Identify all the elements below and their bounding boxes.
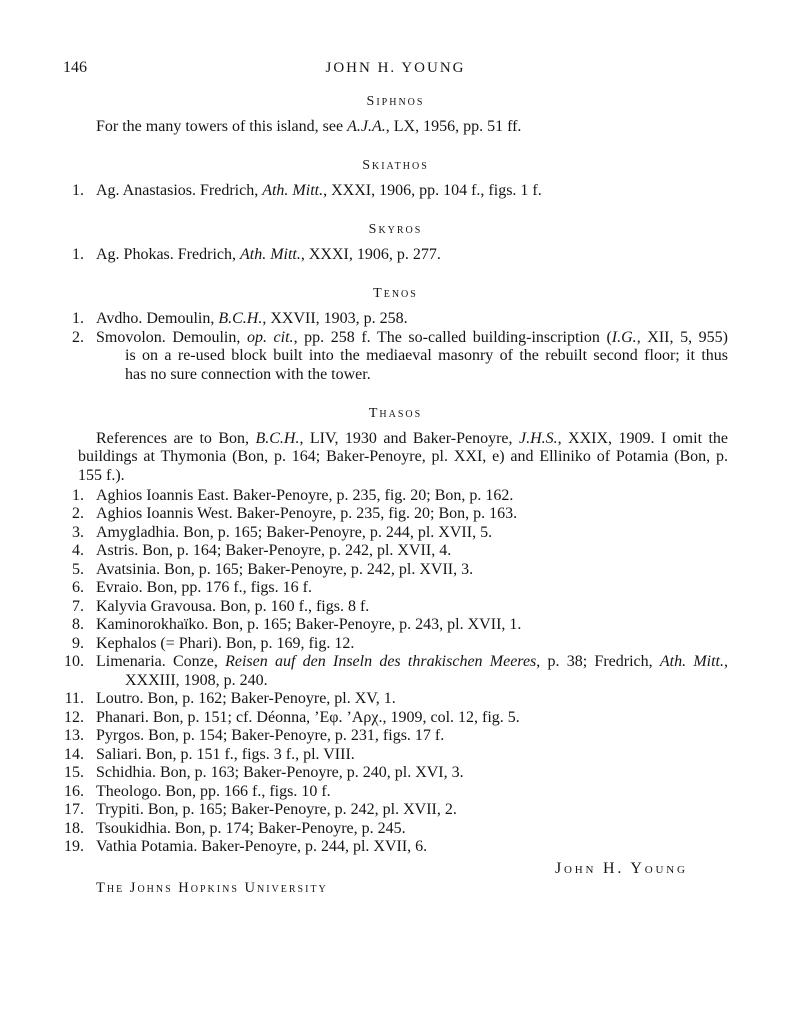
text-line — [0, 820, 728, 839]
text-run: Smovolon. Demoulin, — [96, 328, 247, 346]
entry-number: 19. — [64, 838, 84, 855]
list-item — [0, 709, 797, 728]
text-run: is on a re-used block built into the mediaeval masonry of the rebuilt second floor; it thus — [125, 347, 728, 364]
list-item — [0, 505, 797, 524]
text-line — [0, 310, 728, 329]
entry-number: 16. — [64, 782, 84, 800]
text-run: Ag. Anastasios. Fredrich, — [96, 182, 263, 199]
text-run: , XXXI, 1906, pp. 104 f., figs. 1 f. — [323, 182, 542, 199]
text-run: Evraio. Bon, pp. 176 f., figs. 16 f. — [96, 579, 312, 596]
text-line — [0, 246, 728, 265]
text-line — [0, 467, 728, 486]
section-skyros — [0, 221, 797, 265]
text-run: Trypiti. Bon, p. 165; Baker-Penoyre, p. 242, pl. XVII, 2. — [96, 801, 457, 818]
italic-citation: Ath. Mitt. — [262, 182, 324, 199]
text-line — [0, 746, 728, 765]
section-heading: Tenos — [373, 286, 418, 301]
italic-citation: op. cit. — [246, 328, 294, 346]
text-run: XXXIII, 1908, p. 240. — [125, 671, 268, 689]
text-line — [0, 430, 728, 449]
text-run: For the many towers of this island, see — [96, 118, 348, 135]
text-run: Aghios Ioannis East. Baker-Penoyre, p. 235, fig. 20; Bon, p. 162. — [96, 486, 514, 504]
section-heading: Siphnos — [366, 94, 425, 109]
running-title: JOHN H. YOUNG — [325, 60, 466, 76]
author-affiliation: The Johns Hopkins University — [96, 880, 328, 896]
text-run: Kaminorokhaïko. Bon, p. 165; Baker-Penoyre, p. 243, pl. XVII, 1. — [96, 616, 522, 633]
list-item — [0, 616, 797, 635]
entry-number: 1. — [72, 182, 84, 199]
text-run: Vathia Potamia. Baker-Penoyre, p. 244, pl. XVII, 6. — [96, 838, 428, 855]
section-thasos — [0, 405, 797, 857]
entry-number: 5. — [72, 560, 84, 578]
text-line — [0, 542, 728, 561]
list-item — [0, 801, 797, 820]
text-line — [0, 838, 728, 857]
text-run: Amygladhia. Bon, p. 165; Baker-Penoyre, p. 244, pl. XVII, 5. — [96, 523, 493, 541]
page-number: 146 — [63, 59, 87, 76]
italic-citation: Ath. Mitt. — [239, 246, 301, 263]
text-run: , pp. 258 f. The so-called building-inscription ( — [293, 328, 612, 346]
entry-list — [0, 487, 797, 857]
text-run: , LIV, 1930 and Baker-Penoyre, — [299, 429, 519, 447]
text-run: , XXIX, 1909. I omit the — [557, 429, 728, 447]
list-item — [0, 653, 797, 690]
list-item — [0, 487, 797, 506]
text-line — [0, 801, 728, 820]
list-item — [0, 820, 797, 839]
entry-list — [0, 310, 797, 384]
entry-number: 4. — [72, 542, 84, 559]
list-item — [0, 690, 797, 709]
list-item — [0, 727, 797, 746]
entry-number: 13. — [64, 727, 84, 744]
text-line — [0, 653, 728, 672]
text-run: , XXVII, 1903, p. 258. — [262, 310, 408, 327]
entry-number: 15. — [64, 764, 84, 781]
list-item — [0, 838, 797, 857]
text-run: buildings at Thymonia (Bon, p. 164; Baker-Penoyre, pl. XXI, e) and Elliniko of Potamia (Bon, p. — [78, 448, 728, 465]
text-line — [0, 487, 728, 506]
list-item — [0, 524, 797, 543]
entry-number: 6. — [72, 579, 84, 596]
text-run: Phanari. Bon, p. 151; cf. Déonna, ’Εφ. ’Αρχ., 1909, col. 12, fig. 5. — [96, 708, 520, 726]
italic-citation: Reisen auf den Inseln des thrakischen Meeres — [225, 653, 537, 670]
text-run: has no sure connection with the tower. — [125, 365, 371, 383]
text-run: Saliari. Bon, p. 151 f., figs. 3 f., pl. VIII. — [96, 745, 355, 763]
entry-number: 7. — [72, 597, 84, 615]
text-run: Limenaria. Conze, — [96, 653, 226, 670]
entry-number: 1. — [72, 486, 84, 504]
list-item — [0, 246, 797, 265]
text-run: , — [724, 653, 728, 670]
text-line — [0, 764, 728, 783]
entry-number: 1. — [72, 310, 84, 327]
text-line — [0, 182, 728, 201]
list-item — [0, 579, 797, 598]
text-line — [0, 672, 728, 691]
text-line — [0, 347, 728, 366]
text-line — [0, 366, 728, 385]
text-line — [0, 329, 728, 348]
text-run: , XII, 5, 955) — [636, 328, 729, 346]
text-run: , XXXI, 1906, p. 277. — [300, 246, 441, 263]
text-run: Avdho. Demoulin, — [96, 310, 219, 327]
section-siphnos — [0, 93, 797, 137]
entry-number: 18. — [64, 819, 84, 837]
list-item — [0, 598, 797, 617]
author-signature: John H. Young — [555, 860, 688, 877]
text-run: Avatsinia. Bon, p. 165; Baker-Penoyre, p. 242, pl. XVII, 3. — [96, 560, 474, 578]
text-run: Theologo. Bon, pp. 166 f., figs. 10 f. — [96, 782, 331, 800]
text-run: Loutro. Bon, p. 162; Baker-Penoyre, pl. XV, 1. — [96, 690, 396, 707]
text-run: , p. 38; Fredrich, — [536, 653, 660, 670]
text-line — [0, 616, 728, 635]
text-run: , LX, 1956, pp. 51 ff. — [385, 118, 522, 135]
article-body — [0, 93, 797, 857]
section-heading: Thasos — [368, 405, 423, 421]
text-line — [0, 709, 728, 728]
text-run: Kephalos (= Phari). Bon, p. 169, fig. 12. — [96, 634, 355, 652]
text-run: Pyrgos. Bon, p. 154; Baker-Penoyre, p. 231, figs. 17 f. — [96, 727, 445, 744]
list-item — [0, 310, 797, 329]
list-item — [0, 764, 797, 783]
entry-number: 3. — [72, 523, 84, 541]
text-line — [0, 448, 728, 467]
list-item — [0, 542, 797, 561]
text-line — [0, 118, 728, 137]
text-line — [0, 579, 728, 598]
text-run: Tsoukidhia. Bon, p. 174; Baker-Penoyre, p. 245. — [96, 819, 406, 837]
text-line — [0, 505, 728, 524]
italic-citation: J.H.S. — [518, 429, 558, 447]
section-heading: Skiathos — [362, 158, 429, 173]
entry-number: 10. — [64, 653, 84, 670]
list-item — [0, 783, 797, 802]
list-item — [0, 182, 797, 201]
text-run: References are to Bon, — [96, 429, 256, 447]
paragraph — [0, 118, 797, 137]
italic-citation: B.C.H. — [255, 429, 300, 447]
entry-number: 17. — [64, 801, 84, 818]
text-run: Aghios Ioannis West. Baker-Penoyre, p. 235, fig. 20; Bon, p. 163. — [96, 505, 518, 522]
list-item — [0, 329, 797, 385]
text-line — [0, 561, 728, 580]
text-run: Ag. Phokas. Fredrich, — [96, 246, 240, 263]
entry-number: 12. — [64, 708, 84, 726]
text-run: Kalyvia Gravousa. Bon, p. 160 f., figs. 8 f. — [96, 597, 370, 615]
section-heading: Skyros — [368, 222, 423, 237]
list-item — [0, 746, 797, 765]
text-line — [0, 690, 728, 709]
italic-citation: I.G. — [611, 328, 637, 346]
italic-citation: Ath. Mitt. — [659, 653, 724, 670]
text-run: Schidhia. Bon, p. 163; Baker-Penoyre, p. 240, pl. XVI, 3. — [96, 764, 464, 781]
text-line — [0, 635, 728, 654]
entry-number: 11. — [64, 690, 84, 707]
paragraph — [0, 430, 797, 486]
section-tenos — [0, 285, 797, 384]
entry-number: 8. — [72, 616, 84, 633]
text-line — [0, 598, 728, 617]
entry-number: 2. — [72, 328, 84, 346]
entry-number: 14. — [64, 745, 84, 763]
text-run: Astris. Bon, p. 164; Baker-Penoyre, p. 242, pl. XVII, 4. — [96, 542, 452, 559]
entry-list — [0, 182, 797, 201]
text-line — [0, 783, 728, 802]
entry-list — [0, 246, 797, 265]
section-skiathos — [0, 157, 797, 201]
text-line — [0, 727, 728, 746]
entry-number: 2. — [72, 505, 84, 522]
text-run: 155 f.). — [78, 466, 125, 484]
text-line — [0, 524, 728, 543]
italic-citation: A.J.A. — [347, 118, 386, 135]
italic-citation: B.C.H. — [218, 310, 263, 327]
entry-number: 9. — [72, 634, 84, 652]
list-item — [0, 561, 797, 580]
list-item — [0, 635, 797, 654]
entry-number: 1. — [72, 246, 84, 263]
